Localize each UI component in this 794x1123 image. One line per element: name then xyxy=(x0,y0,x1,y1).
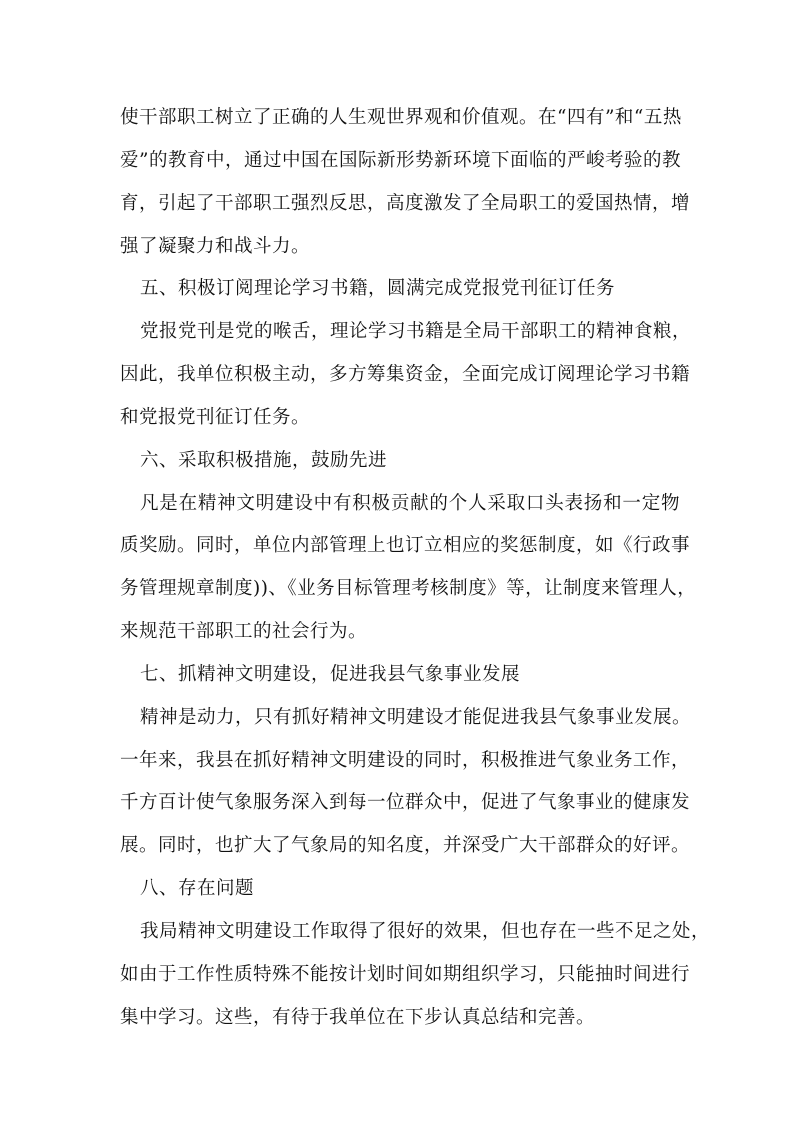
body-line: 使干部职工树立了正确的人生观世界观和价值观。在“四有”和“五热 xyxy=(120,107,682,128)
body-line: 质奖励。同时，单位内部管理上也订立相应的奖惩制度，如《行政事 xyxy=(120,535,691,556)
body-line: 党报党刊是党的喉舌，理论学习书籍是全局干部职工的精神食粮， xyxy=(140,321,692,342)
body-line: 来规范干部职工的社会行为。 xyxy=(120,621,368,642)
body-line: 爱”的教育中，通过中国在国际新形势新环境下面临的严峻考验的教 xyxy=(120,150,681,171)
body-line: 精神是动力，只有抓好精神文明建设才能促进我县气象事业发展。 xyxy=(140,707,692,728)
body-line: 凡是在精神文明建设中有积极贡献的个人采取口头表扬和一定物 xyxy=(140,493,680,514)
section-heading: 七、抓精神文明建设，促进我县气象事业发展 xyxy=(140,664,521,685)
body-line: 我局精神文明建设工作取得了很好的效果，但也存在一些不足之处， xyxy=(140,921,711,942)
body-line: 和党报党刊征订任务。 xyxy=(120,407,311,428)
body-line: 千方百计使气象服务深入到每一位群众中，促进了气象事业的健康发 xyxy=(120,792,691,813)
body-line: 强了凝聚力和战斗力。 xyxy=(120,236,311,257)
body-line: 因此，我单位积极主动，多方筹集资金，全面完成订阅理论学习书籍 xyxy=(120,364,691,385)
body-line: 一年来，我县在抓好精神文明建设的同时，积极推进气象业务工作， xyxy=(120,750,691,771)
body-line: 如由于工作性质特殊不能按计划时间如期组织学习，只能抽时间进行 xyxy=(120,964,691,985)
body-line: 集中学习。这些，有待于我单位在下步认真总结和完善。 xyxy=(120,1007,596,1028)
section-heading: 五、积极订阅理论学习书籍，圆满完成党报党刊征订任务 xyxy=(140,278,616,299)
body-line: 育，引起了干部职工强烈反思，高度激发了全局职工的爱国热情，增 xyxy=(120,193,691,214)
body-line: 展。同时，也扩大了气象局的知名度，并深受广大干部群众的好评。 xyxy=(120,835,691,856)
body-line: 务管理规章制度))、《业务目标管理考核制度》等，让制度来管理人， xyxy=(120,578,697,599)
section-heading: 六、采取积极措施，鼓励先进 xyxy=(140,450,388,471)
section-heading: 八、存在问题 xyxy=(140,878,255,899)
